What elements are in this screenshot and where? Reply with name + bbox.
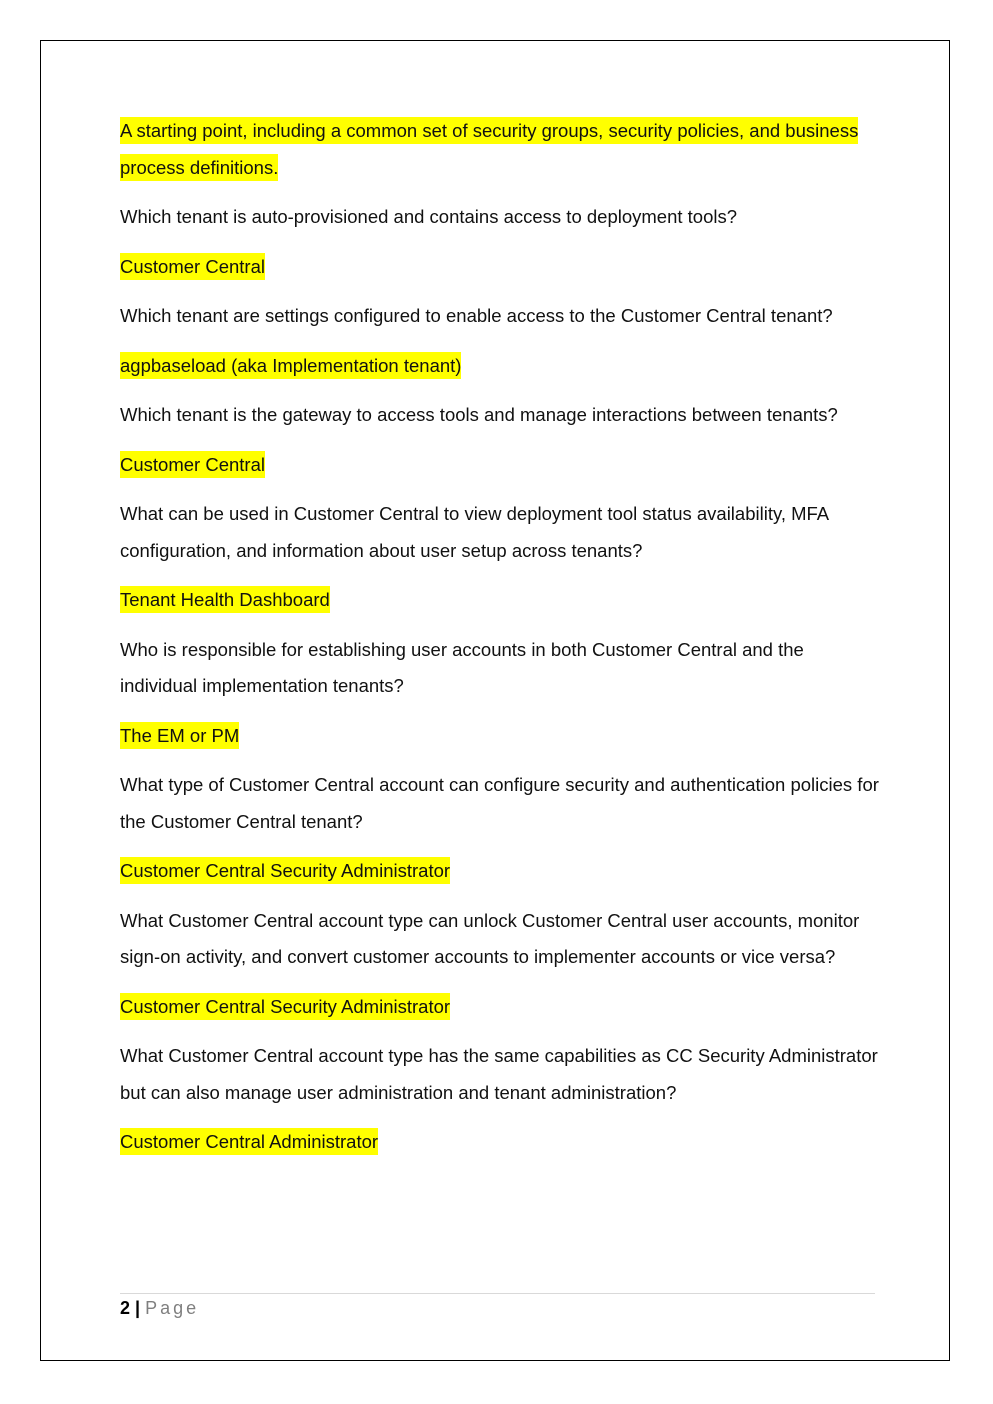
question-paragraph: Which tenant is the gateway to access tools and manage interactions between tenants?	[120, 404, 838, 425]
footer-separator: |	[135, 1298, 141, 1318]
answer-paragraph	[120, 249, 880, 286]
page-footer	[120, 1296, 199, 1320]
answer-paragraph	[120, 1124, 880, 1161]
answer-paragraph	[120, 447, 880, 484]
answer-paragraph	[120, 348, 880, 385]
document-body	[120, 113, 880, 1174]
question-paragraph: What Customer Central account type can unlock Customer Central user accounts, monitor sign-on activity, and convert customer accounts to implementer accounts or vice versa?	[120, 909, 860, 967]
question-paragraph: Who is responsible for establishing user accounts in both Customer Central and the individual implementation tenants?	[120, 638, 804, 696]
question-paragraph: What type of Customer Central account can configure security and authentication policies for the Customer Central tenant?	[120, 774, 879, 832]
question-paragraph: Which tenant is auto-provisioned and contains access to deployment tools?	[120, 206, 738, 227]
answer-paragraph	[120, 113, 880, 186]
answer-paragraph	[120, 989, 880, 1026]
question-paragraph: What Customer Central account type has the same capabilities as CC Security Administrator but can also manage user administration and tenant administration?	[120, 1045, 878, 1103]
highlighted-answer: Customer Central	[120, 451, 265, 478]
question-paragraph: Which tenant are settings configured to enable access to the Customer Central tenant?	[120, 305, 833, 326]
highlighted-answer: Customer Central	[120, 253, 265, 280]
answer-paragraph	[120, 853, 880, 890]
page-label: Page	[145, 1298, 200, 1318]
highlighted-answer: Customer Central Administrator	[120, 1128, 378, 1155]
answer-paragraph	[120, 718, 880, 755]
highlighted-answer: The EM or PM	[120, 722, 239, 749]
footer-divider	[120, 1293, 875, 1294]
highlighted-answer: Customer Central Security Administrator	[120, 993, 450, 1020]
highlighted-answer: agpbaseload (aka Implementation tenant)	[120, 352, 461, 379]
highlighted-answer: A starting point, including a common set of security groups, security policies, and business process definitions.	[120, 117, 858, 181]
highlighted-answer: Customer Central Security Administrator	[120, 857, 450, 884]
question-paragraph: What can be used in Customer Central to view deployment tool status availability, MFA configuration, and information about user setup across tenants?	[120, 503, 829, 561]
page-number: 2	[120, 1298, 131, 1318]
answer-paragraph	[120, 582, 880, 619]
highlighted-answer: Tenant Health Dashboard	[120, 586, 330, 613]
